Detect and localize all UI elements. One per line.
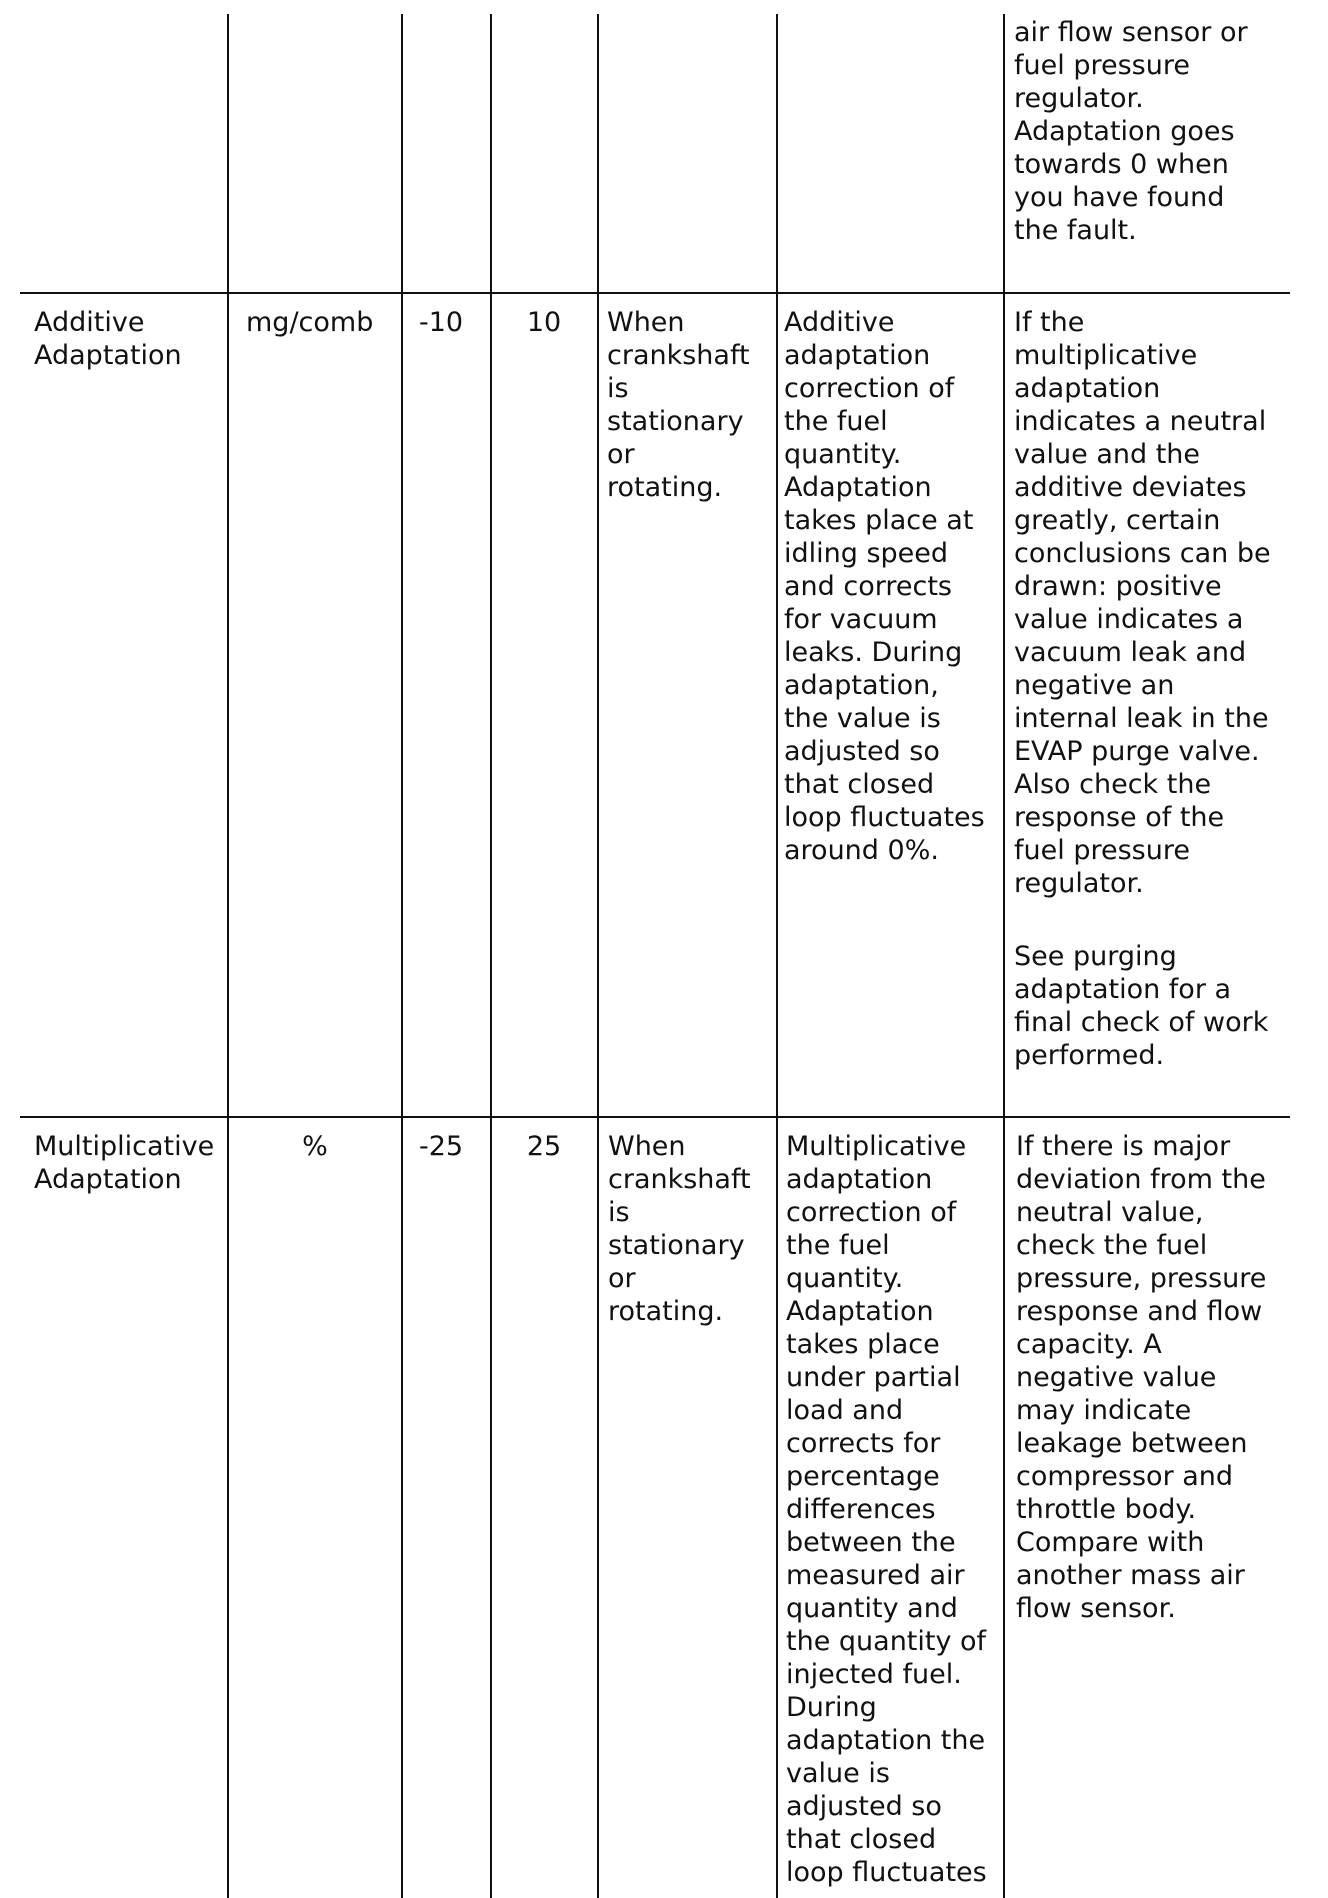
unit-cell: mg/comb <box>246 307 374 338</box>
row-divider-1 <box>20 292 1290 294</box>
condition-cell: When crankshaft is stationary or rotating. <box>608 1131 751 1327</box>
column-divider-3 <box>490 14 492 1898</box>
min-cell: -25 <box>419 1131 464 1162</box>
column-divider-6 <box>1003 14 1005 1898</box>
comments-cell: If the multiplicative adaptation indicates a neutral value and the additive deviates greatly, certain conclusions can be drawn: positive value indicates a vacuum leak and negative an internal leak in the EVAP purge valve. Also check the response of the fuel pressure regulator. <box>1014 307 1271 899</box>
comments-cell: If there is major deviation from the neutral value, check the fuel pressure, pressure response and flow capacity. A negative value may indicate leakage between compressor and throttle body. Compare with another mass air flow sensor. <box>1016 1131 1267 1624</box>
min-cell: -10 <box>419 307 464 338</box>
max-cell: 25 <box>526 1131 562 1162</box>
column-divider-1 <box>227 14 229 1898</box>
column-divider-5 <box>776 14 778 1898</box>
column-divider-4 <box>597 14 599 1898</box>
row-divider-2 <box>20 1116 1290 1118</box>
top-comments-cell: air flow sensor or fuel pressure regulator. Adaptation goes towards 0 when you have found the fault. <box>1014 17 1248 246</box>
unit-cell: % <box>302 1131 328 1162</box>
comments-extra-cell: See purging adaptation for a final check of work performed. <box>1014 941 1269 1071</box>
condition-cell: When crankshaft is stationary or rotating. <box>607 307 750 503</box>
description-cell: Additive adaptation correction of the fuel quantity. Adaptation takes place at idling speed and corrects for vacuum leaks. During adaptation, the value is adjusted so that closed loop fluctuates around 0%. <box>784 307 985 866</box>
parameter-cell: Additive Adaptation <box>34 307 182 371</box>
column-divider-2 <box>401 14 403 1898</box>
max-cell: 10 <box>526 307 562 338</box>
parameter-cell: Multiplicative Adaptation <box>34 1131 215 1195</box>
description-cell: Multiplicative adaptation correction of the fuel quantity. Adaptation takes place under partial load and corrects for percentage differences between the measured air quantity and the quantity of injected fuel. During adaptation the value is adjusted so that closed loop fluctuates <box>786 1131 987 1888</box>
